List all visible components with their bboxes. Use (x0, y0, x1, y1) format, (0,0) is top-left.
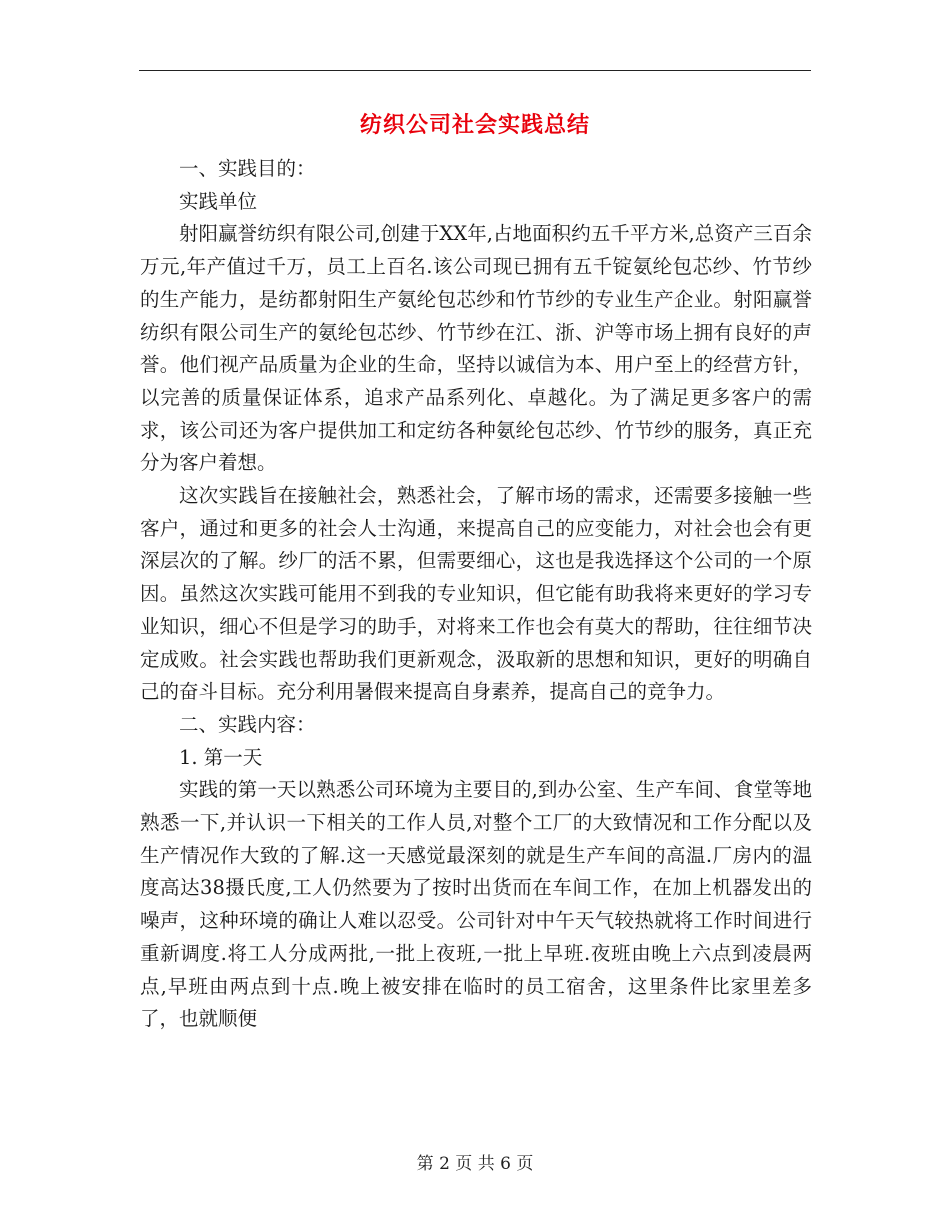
section-heading-purpose: 一、实践目的： (179, 157, 316, 180)
paragraph-day-one: 实践的第一天以熟悉公司环境为主要目的,到办公室、生产车间、食堂等地熟悉一下,并认识一下相关的工作人员,对整个工厂的大致情况和工作分配以及生产情况作大致的了解.这一天感觉最深刻的就是生产车间的高温.厂房内的温度高达38摄氏度,工人仍然要为了按时出货而在车间工作，在加上机器发出的噪声，这种环境的确让人难以忍受。公司针对中午天气较热就将工作时间进行重新调度.将工人分成两批,一批上夜班,一批上早班.夜班由晚上六点到凌晨两点,早班由两点到十点.晚上被安排在临时的员工宿舍，这里条件比家里差多了，也就顺便 (140, 778, 812, 1031)
document-title: 纺织公司社会实践总结 (359, 112, 590, 138)
section-heading-content: 二、实践内容： (179, 712, 316, 736)
page-number-footer: 第 2 页 共 6 页 (416, 1154, 534, 1174)
subheading-day-one: 1. 第一天 (179, 745, 263, 769)
header-rule (139, 70, 811, 71)
subheading-practice-unit: 实践单位 (179, 189, 258, 213)
paragraph-company-intro: 射阳赢誉纺织有限公司,创建于XX年,占地面积约五千平方米,总资产三百余万元,年产值过千万，员工上百名.该公司现已拥有五千锭氨纶包芯纱、竹节纱的生产能力，是纺都射阳生产氨纶包芯纱和竹节纱的专业生产企业。射阳赢誉纺织有限公司生产的氨纶包芯纱、竹节纱在江、浙、沪等市场上拥有良好的声誉。他们视产品质量为企业的生命，坚持以诚信为本、用户至上的经营方针，以完善的质量保证体系，追求产品系列化、卓越化。为了满足更多客户的需求，该公司还为客户提供加工和定纺各种氨纶包芯纱、竹节纱的服务，真正充分为客户着想。 (140, 222, 812, 475)
paragraph-practice-purpose: 这次实践旨在接触社会，熟悉社会，了解市场的需求，还需要多接触一些客户，通过和更多的社会人士沟通，来提高自己的应变能力，对社会也会有更深层次的了解。纱厂的活不累，但需要细心，这也是我选择这个公司的一个原因。虽然这次实践可能用不到我的专业知识，但它能有助我将来更好的学习专业知识，细心不但是学习的助手，对将来工作也会有莫大的帮助，往往细节决定成败。社会实践也帮助我们更新观念，汲取新的思想和知识，更好的明确自己的奋斗目标。充分利用暑假来提高自身素养，提高自己的竞争力。 (140, 484, 812, 704)
document-body (140, 153, 812, 1036)
